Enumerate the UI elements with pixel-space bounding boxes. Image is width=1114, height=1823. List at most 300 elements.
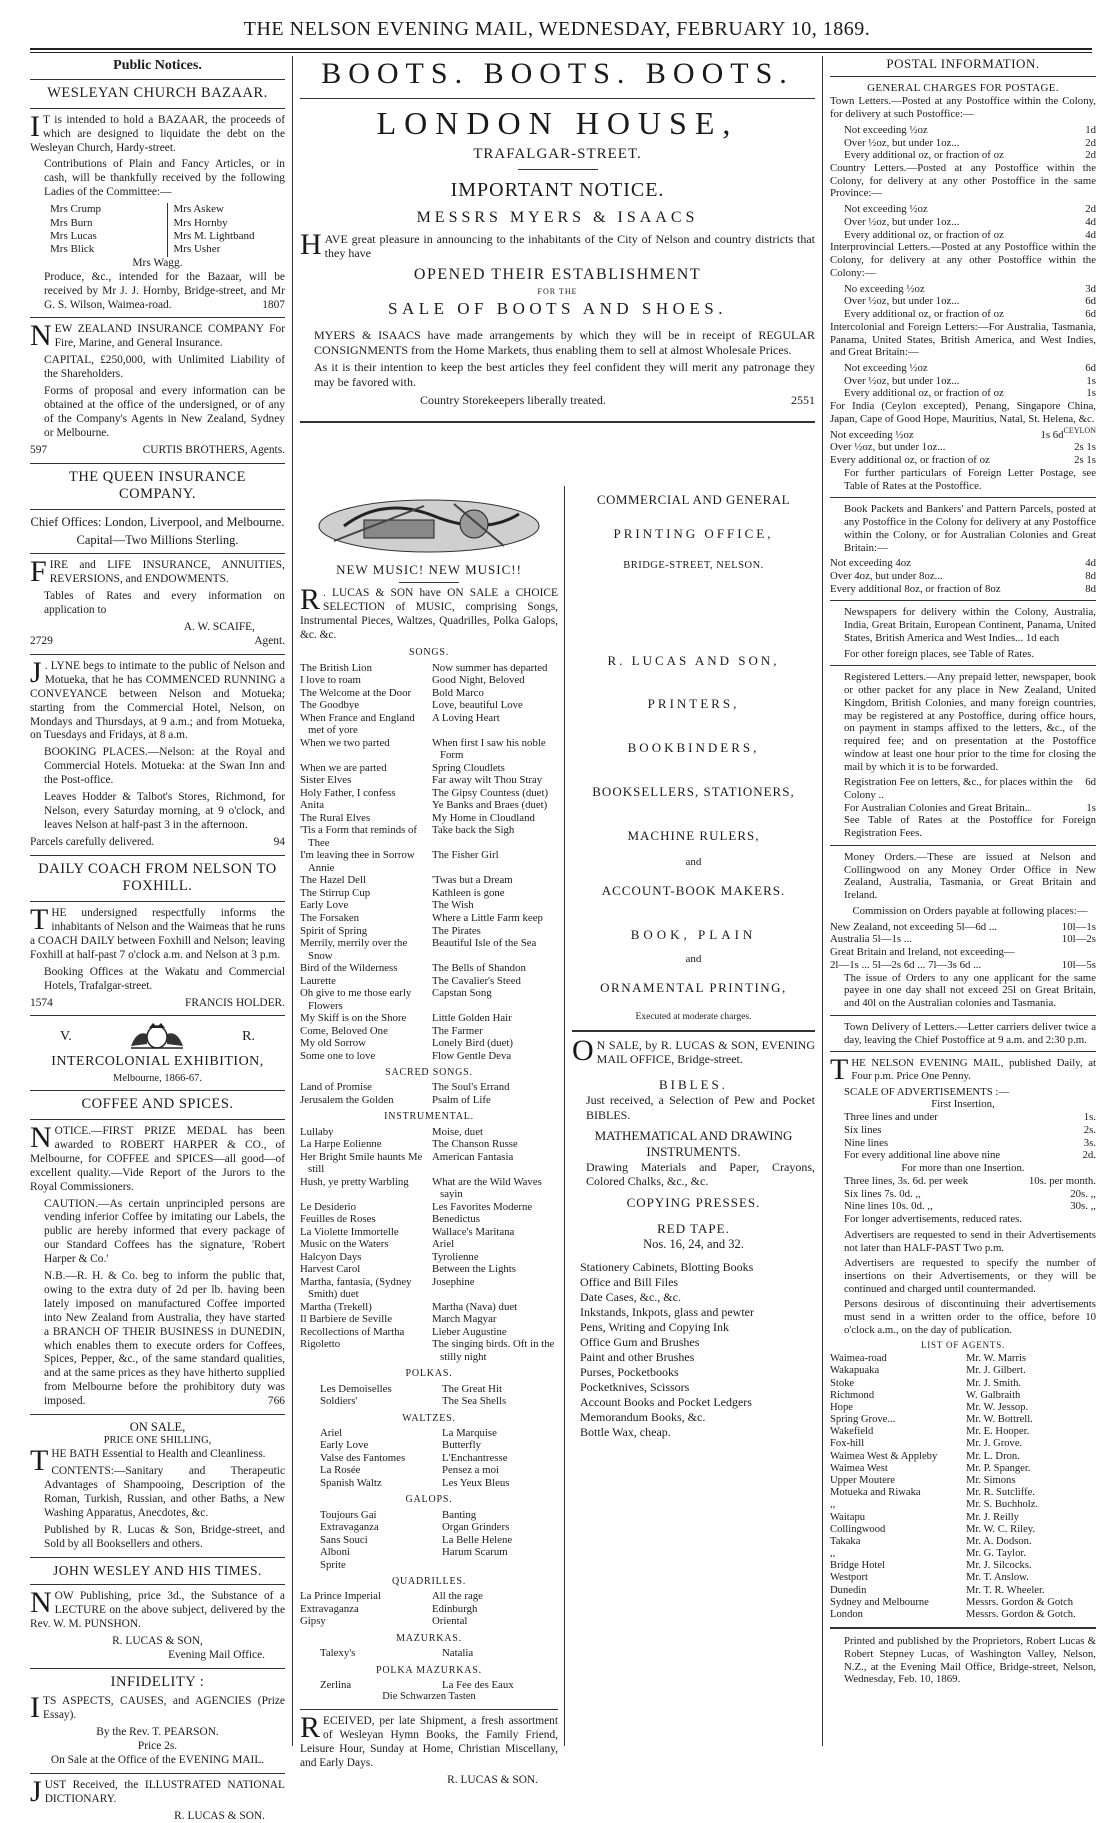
ad-paragraph: NOTICE.—FIRST PRIZE MEDAL has been awarded to ROBERT HARPER & CO., of Melbourne, for COFFEE and SPICES—all good—of excellent quality.—Vide Report of the Jurors to the Royal Commissioners.: [30, 1120, 285, 1193]
music-ad: [300, 486, 558, 1788]
list-item: Valse des Fantomes: [320, 1451, 406, 1464]
ad-paragraph: Leaves Hodder & Talbot's Stores, Richmond, for Nelson, every Saturday morning, at 9 o'clock, and leaves Nelson at half-past 3 in the afternoon.: [44, 791, 285, 831]
list-heading: WALTZES.: [402, 1412, 456, 1424]
ad-paragraph: FIRE and LIFE INSURANCE, ANNUITIES, REVERSIONS, and ENDOWMENTS.: [30, 555, 285, 589]
ad-headline: LONDON HOUSE,: [376, 104, 739, 141]
rate-row: Every additional oz, or fraction of oz 4d: [844, 228, 1096, 241]
list-item: Butterfly: [442, 1439, 481, 1452]
rate-row: Three lines, 3s. 6d. per week 10s. per month.: [844, 1174, 1096, 1187]
list-item: The Goodbye: [300, 699, 360, 712]
list-item: Flow Gentle Deva: [432, 1049, 512, 1062]
royal-arms-row: V. R.: [30, 1021, 285, 1051]
ad-title: MESSRS MYERS & ISAACS: [416, 209, 699, 227]
postal-paragraph: Commission on Orders payable at following places:—: [852, 904, 1088, 917]
ad-paragraph: Capital—Two Millions Sterling.: [76, 533, 239, 548]
agent-place: Bridge Hotel: [830, 1560, 886, 1572]
list-item: Date Cases, &c., &c.: [580, 1290, 681, 1305]
list-item: Psalm of Life: [432, 1093, 491, 1106]
list-item: Ariel: [320, 1426, 343, 1439]
agent-name: Mr. W. Marris: [966, 1353, 1027, 1365]
list-item: Memorandum Books, &c.: [580, 1410, 706, 1425]
section-heading: POSTAL INFORMATION.: [886, 56, 1040, 71]
list-item: When we are parted: [300, 761, 387, 774]
ad-signature: A. W. SCAIFE,: [183, 621, 255, 634]
rate-row: Over ½oz, but under 1oz... 2d: [844, 136, 1096, 149]
list-item: Toujours Gai: [320, 1508, 377, 1521]
list-item: Bird of the Wilderness: [300, 962, 398, 975]
list-item: Wallace's Maritana: [432, 1225, 515, 1238]
rate-row: For Australian Colonies and Great Britain.. 1s: [844, 801, 1096, 814]
list-item: When we two parted: [300, 736, 390, 749]
ad-paragraph: CAUTION.—As certain unprincipled persons are vending inferior Coffee by imitating our Labels, the public are hereby informed that every package of our Standard Coffees has the signature, 'Robert Harper & Co.': [44, 1197, 285, 1266]
agent-name: Mr. T. Anslow.: [966, 1572, 1029, 1584]
ad-line: Executed at moderate charges.: [635, 1012, 752, 1023]
rate-row: Six lines 7s. 0d. ,, 20s. ,,: [844, 1187, 1096, 1200]
list-item: Martha (Nava) duet: [432, 1300, 518, 1313]
list-item: Pocketknives, Scissors: [580, 1380, 690, 1395]
agent-name: Mr. L. Dron.: [966, 1450, 1020, 1462]
list-item: Little Golden Hair: [432, 1012, 512, 1025]
list-heading: POLKA MAZURKAS.: [376, 1664, 482, 1676]
ad-paragraph: Forms of proposal and every information can be obtained at the office of the undersigned, or of any of the Company's Agents in New Zealand, Sydney or Melbourne.: [44, 385, 285, 439]
agent-name: Mr. J. Smith.: [966, 1377, 1022, 1389]
ad-line: SCALE OF ADVERTISEMENTS :—: [844, 1085, 1010, 1098]
list-item: Sister Elves: [300, 774, 352, 787]
ad-title: COPYING PRESSES.: [626, 1195, 761, 1211]
masthead: THE NELSON EVENING MAIL, WEDNESDAY, FEBRUARY 10, 1869.: [243, 18, 871, 40]
list-item: Harvest Carol: [300, 1263, 361, 1276]
ad-paragraph: Chief Offices: London, Liverpool, and Melbourne.: [30, 514, 285, 529]
agent-name: Mr. E. Hooper.: [966, 1426, 1030, 1438]
agent-name: Mr. T. R. Wheeler.: [966, 1584, 1045, 1596]
ad-line: MACHINE RULERS,: [627, 827, 760, 843]
agent-place: Collingwood: [830, 1523, 886, 1535]
ad-paragraph: NEW ZEALAND INSURANCE COMPANY For Fire, Marine, and General Insurance.: [30, 319, 285, 353]
list-item: Some one to love: [300, 1049, 376, 1062]
agent-name: Mr. J. Gilbert.: [966, 1365, 1026, 1377]
ad-title: ON SALE,: [129, 1420, 186, 1435]
column-2: [300, 56, 815, 1786]
list-item: Spanish Waltz: [320, 1476, 382, 1489]
postal-paragraph: The issue of Orders to any one applicant for the same payee in one day shall not exceed 25l on Great Britain, and 40l on the Australian colonies and Tasmania.: [844, 971, 1096, 1010]
ad-signature: 1574 FRANCIS HOLDER.: [30, 996, 285, 1009]
ad-paragraph: Booking Offices at the Wakatu and Commercial Hotels, Trafalgar-street.: [44, 965, 285, 992]
list-item: 'Twas but a Dream: [432, 874, 513, 887]
ad-title: OPENED THEIR ESTABLISHMENT: [413, 266, 702, 284]
list-item: Capstan Song: [432, 987, 492, 1000]
agent-name: Mr. S. Buchholz.: [966, 1499, 1039, 1511]
ad-line: PRINTERS,: [647, 696, 740, 712]
list-heading: POLKAS.: [405, 1368, 453, 1380]
rate-row: Not exceeding ½oz 1s 6d: [830, 428, 1064, 441]
list-item: La Prince Imperial: [300, 1590, 381, 1603]
agent-place: ,,: [830, 1548, 836, 1560]
list-item: When France and England met of yore: [300, 711, 415, 737]
agent-place: Wakapuaka: [830, 1365, 880, 1377]
list-item: Music on the Waters: [300, 1238, 389, 1251]
agent-place: Waimea West: [830, 1462, 888, 1474]
list-item: Laurette: [300, 974, 336, 987]
postal-paragraph: Town Letters.—Posted at any Postoffice within the Colony, for delivery at such Postoffice:—: [830, 95, 1096, 121]
ad-paragraph: Just received, a Selection of Pew and Pocket BIBLES.: [586, 1092, 815, 1122]
galops-list: [300, 1509, 558, 1572]
list-item: Recollections of Martha: [300, 1325, 405, 1338]
postal-paragraph: THE NELSON EVENING MAIL, published Daily, at Four p.m. Price One Penny.: [830, 1053, 1096, 1087]
list-item: Purses, Pocketbooks: [580, 1365, 679, 1380]
rate-row: Over 4oz, but under 8oz... 8d: [830, 570, 1096, 582]
ad-line: FOR THE: [537, 286, 578, 296]
list-item: Hush, ye pretty Warbling: [300, 1175, 409, 1188]
ad-line: BOOKSELLERS, STATIONERS,: [592, 784, 795, 800]
agent-place: London: [830, 1608, 863, 1620]
postal-paragraph: For further particulars of Foreign Letter Postage, see Table of Rates at the Postoffice.: [844, 466, 1096, 492]
list-item: Le Desiderio: [300, 1200, 357, 1213]
agent-place: Motueka and Riwaka: [830, 1487, 921, 1499]
postal-paragraph: See Table of Rates at the Postoffice for Foreign Registration Fees.: [844, 814, 1096, 840]
rate-row: No exceeding ½oz 3d: [844, 282, 1096, 295]
list-item: The Hazel Dell: [300, 874, 366, 887]
ad-paragraph: Drawing Materials and Paper, Crayons, Colored Chalks, &c., &c.: [586, 1159, 815, 1189]
agent-place: ,,: [830, 1499, 836, 1511]
list-item: Account Books and Pocket Ledgers: [580, 1395, 752, 1410]
list-item: Talexy's: [320, 1647, 356, 1660]
list-item: The Chanson Russe: [432, 1138, 518, 1151]
list-item: The British Lion: [300, 661, 372, 674]
rate-row: Over ½oz, but under 1oz... 4d: [844, 215, 1096, 228]
list-heading: GALOPS.: [405, 1494, 453, 1506]
ad-line: ORNAMENTAL PRINTING,: [600, 980, 787, 996]
agent-place: Richmond: [830, 1389, 875, 1401]
column-1: [30, 56, 285, 1822]
list-item: La Marquise: [442, 1426, 497, 1439]
list-item: Les Favorites Moderne: [432, 1200, 533, 1213]
list-item: Stationery Cabinets, Blotting Books: [580, 1260, 754, 1275]
list-item: Now summer has departed: [432, 661, 548, 674]
list-item: The Gipsy Countess (duet): [432, 786, 549, 799]
list-item: Benedictus: [432, 1213, 480, 1226]
list-item: The Bells of Shandon: [432, 962, 526, 975]
list-item: Love, beautiful Love: [432, 699, 523, 712]
list-item: [442, 1559, 558, 1572]
rate-row: Not exceeding ½oz 2d: [844, 203, 1096, 216]
agent-place: Stoke: [830, 1377, 855, 1389]
list-item: Ariel: [432, 1238, 455, 1251]
ad-line: Price 2s.: [137, 1739, 178, 1752]
postal-paragraph: Interprovincial Letters.—Posted at any Postoffice within the Colony, for delivery at any other Postoffice within the Colony:—: [830, 241, 1096, 279]
list-item: Lullaby: [300, 1125, 334, 1138]
rate-row: Every additional oz, or fraction of oz 2s 1s: [830, 454, 1096, 467]
agent-place: Wakefield: [830, 1426, 874, 1438]
list-item: Bottle Wax, cheap.: [580, 1425, 671, 1440]
list-item: Between the Lights: [432, 1263, 516, 1276]
ad-paragraph: As it is their intention to keep the best articles they feel confident they will merit any patronage they may be favored with.: [314, 360, 815, 389]
list-item: Merrily, merrily over the Snow: [300, 937, 408, 962]
ad-paragraph: N.B.—R. H. & Co. beg to inform the public that, owing to the extra duty of 2d per lb. having been lately imposed on manufactured Coffee imported into New Zealand from Australia, they have started a BRANCH OF THEIR BUSINESS in DUNEDIN, which enables them to execute orders for Coffees, Spices, Pepper, &c., of the same standard qualities, and at the same prices as they have hitherto supplied from Melbourne before the prohibitory duty was imposed. 766: [44, 1270, 285, 1408]
list-item: Her Bright Smile haunts Me still: [300, 1150, 423, 1176]
list-item: Good Night, Beloved: [432, 674, 525, 687]
agent-place: Takaka: [830, 1535, 861, 1547]
masthead-rule: [30, 48, 1092, 53]
ad-signature: R. LUCAS & SON.: [174, 1809, 265, 1822]
list-item: Josephine: [432, 1275, 475, 1288]
agent-place: Dunedin: [830, 1584, 867, 1596]
ad-title: WESLEYAN CHURCH BAZAAR.: [47, 85, 268, 102]
list-item: Feuilles de Roses: [300, 1213, 376, 1226]
list-item: Pens, Writing and Copying Ink: [580, 1320, 729, 1335]
ad-paragraph: JUST Received, the ILLUSTRATED NATIONAL DICTIONARY.: [30, 1774, 285, 1808]
ad-paragraph: CONTENTS:—Sanitary and Therapeutic Advantages of Shampooing, Description of the Roman, Turkish, Russian, and other Baths, a New Washing Apparatus, Anecdotes, &c.: [44, 1465, 285, 1519]
list-item: The Soul's Errand: [432, 1081, 510, 1094]
rate-row: Every additional oz, or fraction of oz 1s: [844, 387, 1096, 400]
section-heading: Public Notices.: [113, 58, 202, 73]
ad-signature: Evening Mail Office.: [168, 1648, 265, 1661]
rate-row: New Zealand, not exceeding 5l—6d ... 10l—1s: [830, 920, 1096, 933]
ad-line: On Sale at the Office of the EVENING MAIL.: [50, 1753, 265, 1766]
list-item: All the rage: [432, 1590, 483, 1603]
postal-paragraph: Newspapers for delivery within the Colony, Australia, India, Great Britain, European Continent, Panama, United States, British America and West Indies... 1d each: [844, 606, 1096, 644]
ad-paragraph: BOOKING PLACES.—Nelson: at the Royal and Commercial Hotels. Motueka: at the Swan Inn and the Post-office.: [44, 746, 285, 787]
rate-row: Not exceeding ½oz 6d: [844, 361, 1096, 374]
agent-name: Messrs. Gordon & Gotch: [966, 1596, 1074, 1608]
ad-paragraph: MYERS & ISAACS have made arrangements by which they will be in receipt of REGULAR CONSIGNMENTS from the Home Markets, thus enabling them to sell at almost Wholesale Prices.: [314, 328, 815, 357]
ad-paragraph: NOW Publishing, price 3d., the Substance of a LECTURE on the above subject, delivered by the Rev. W. M. PUNSHON.: [30, 1585, 285, 1630]
ad-title: THE QUEEN INSURANCE COMPANY.: [68, 468, 247, 503]
list-heading: MAZURKAS.: [396, 1632, 462, 1644]
ad-signature: Country Storekeepers liberally treated. 2551: [420, 392, 815, 407]
ad-title: COFFEE AND SPICES.: [81, 1096, 234, 1113]
ad-headline: BOOTS. BOOTS. BOOTS.: [321, 57, 794, 90]
list-item: Jerusalem the Golden: [300, 1093, 394, 1106]
list-item: Take back the Sigh: [432, 824, 515, 837]
list-heading: SACRED SONGS.: [385, 1067, 473, 1079]
ad-paragraph: Tables of Rates and every information on application to: [44, 590, 285, 617]
list-item: Organ Grinders: [442, 1521, 510, 1534]
agent-place: Sydney and Melbourne: [830, 1596, 929, 1608]
committee-last: Mrs Wagg.: [132, 256, 183, 269]
list-item: Banting: [442, 1508, 477, 1521]
list-heading: SONGS.: [408, 647, 450, 659]
list-item: The Fisher Girl: [432, 849, 499, 862]
list-item: March Magyar: [432, 1313, 497, 1326]
ad-line: For more than one Insertion.: [901, 1162, 1025, 1175]
list-heading: QUADRILLES.: [391, 1576, 467, 1588]
list-item: Kathleen is gone: [432, 886, 505, 899]
rate-row: Every additional 8oz, or fraction of 8oz 8d: [830, 582, 1096, 595]
ad-title: MATHEMATICAL AND DRAWING INSTRUMENTS.: [594, 1128, 793, 1159]
rate-row: 2l—1s ... 5l—2s 6d ... 7l—3s 6d ... 10l—5s: [830, 958, 1096, 971]
rate-table: [830, 1175, 1096, 1213]
column-rule: [292, 56, 293, 1746]
list-item: Lieber Augustine: [432, 1325, 507, 1338]
list-item: La Rosée: [320, 1464, 361, 1477]
postal-paragraph: Registered Letters.—Any prepaid letter, newspaper, book or other packet for any place in New Zealand, United Kingdom, British Colonies, and many foreign countries, may be registered at any Postoffice, during office hours, on payment in stamps affixed to the letters, &c., of the required fee; and on presentation at the Postoffice window at least one hour prior to the time for closing the mail by which it is to be forwarded.: [844, 671, 1096, 773]
agent-name: Mr. Simons: [966, 1474, 1016, 1486]
ad-signature: 597 CURTIS BROTHERS, Agents.: [30, 443, 285, 456]
agent-place: Upper Moutere: [830, 1474, 896, 1486]
waltzes-list: [300, 1427, 558, 1490]
agent-name: Mr. J. Grove.: [966, 1438, 1023, 1450]
agent-name: Mr. W. C. Riley.: [966, 1523, 1036, 1535]
list-item: Moise, duet: [432, 1125, 483, 1138]
instrumental-list: [300, 1126, 558, 1364]
agent-name: Mr. A. Dodson.: [966, 1535, 1032, 1547]
rate-row: Three lines and under 1s.: [844, 1111, 1096, 1124]
rate-row: Not exceeding ½oz 1d: [844, 123, 1096, 136]
list-item: La Violette Immortelle: [300, 1225, 399, 1238]
agent-name: Mr. W. Jessop.: [966, 1401, 1029, 1413]
postal-paragraph: Country Letters.—Posted at any Postoffice within the Colony, for delivery at any other Postoffice in the same Province:—: [830, 161, 1096, 200]
list-item: The Great Hit: [442, 1382, 502, 1395]
column-rule: [822, 56, 823, 1746]
list-item: Come, Beloved One: [300, 1024, 388, 1037]
ad-title: INTERCOLONIAL EXHIBITION,: [51, 1054, 264, 1070]
list-item: Pensez a moi: [442, 1464, 499, 1477]
list-item: Paint and other Brushes: [580, 1350, 695, 1365]
list-item: Inkstands, Inkpots, glass and pewter: [580, 1305, 754, 1320]
list-item: Early Love: [300, 899, 349, 912]
rate-table: [830, 921, 1096, 972]
list-item: Martha, fantasia, (Sydney Smith) duet: [300, 1275, 412, 1301]
list-item: Harum Scarum: [442, 1546, 508, 1559]
postal-paragraph: For India (Ceylon excepted), Penang, Singapore China, Japan, Cape of Good Hope, Mauritius, Natal, St. Helena, &c. CEYLON: [830, 400, 1096, 435]
postal-paragraph: Intercolonial and Foreign Letters:—For Australia, Tasmania, Panama, United States, British America, and West Indies, and Great Britain:—: [830, 320, 1096, 359]
ad-paragraph: J . LYNE begs to intimate to the public of Nelson and Motueka, that he has COMMENCED RUNNING a CONVEYANCE between Nelson and Motueka; starting from the Commercial Hotel, Nelson, on Mondays and Thursdays, at 9 a.m.; and from Motueka, on Tuesdays and Fridays, at 8 a.m.: [30, 655, 285, 742]
list-item: Les Yeux Bleus: [442, 1476, 510, 1489]
list-item: Spirit of Spring: [300, 924, 368, 937]
rate-row: Not exceeding 4oz 4d: [830, 557, 1096, 570]
rate-row: Every additional oz, or fraction of oz 2d: [844, 149, 1096, 162]
ad-line: Nos. 16, 24, and 32.: [643, 1236, 744, 1251]
postal-paragraph: Persons desirous of discontinuing their advertisements must send in a written order to the office, before 10 o'clock a.m., on the day of publication.: [844, 1298, 1096, 1336]
rate-row: Nine lines 3s.: [844, 1136, 1096, 1149]
printing-ad: [572, 486, 815, 1440]
list-item: La Harpe Eolienne: [300, 1138, 382, 1151]
postal-paragraph: Advertisers are requested to send in their Advertisements not later than HALF-PAST Two p.m.: [844, 1228, 1096, 1254]
agent-place: Hope: [830, 1401, 853, 1413]
list-item: Ye Banks and Braes (duet): [432, 799, 548, 812]
list-item: Martha (Trekell): [300, 1300, 372, 1313]
agent-name: Mr. J. Silcocks.: [966, 1560, 1032, 1572]
list-item: The Stirrup Cup: [300, 886, 371, 899]
agent-name: Mr. J. Reilly: [966, 1511, 1019, 1523]
ad-subtitle: TRAFALGAR-STREET.: [473, 145, 642, 162]
ad-title: IMPORTANT NOTICE.: [450, 178, 665, 201]
postal-paragraph: For longer advertisements, reduced rates.: [844, 1213, 1023, 1226]
list-item: The Welcome at the Door: [300, 686, 412, 699]
list-item: Tyrolienne: [432, 1250, 479, 1263]
rate-table: [830, 557, 1096, 595]
list-item: The Forsaken: [300, 911, 360, 924]
list-item: Spring Cloudlets: [432, 761, 505, 774]
ad-paragraph: HAVE great pleasure in announcing to the inhabitants of the City of Nelson and country districts that they have: [300, 227, 815, 261]
list-item: The Pirates: [432, 924, 481, 937]
mazurkas-list: [300, 1647, 558, 1660]
ad-paragraph: THE BATH Essential to Health and Cleanliness.: [30, 1444, 266, 1478]
list-item: Edinburgh: [432, 1602, 478, 1615]
agent-name: Mr. R. Sutcliffe.: [966, 1487, 1035, 1499]
ad-line: BOOK, PLAIN: [630, 927, 757, 943]
list-item: Sprite: [320, 1558, 346, 1571]
ad-title: COMMERCIAL AND GENERAL: [596, 492, 791, 507]
list-item: 'Tis a Form that reminds of Thee: [300, 824, 418, 849]
postal-paragraph: Town Delivery of Letters.—Letter carriers deliver twice a day, leaving the Chief Postoffice at 9 a.m. and 2:30 p.m.: [844, 1020, 1096, 1046]
list-item: Zerlina: [320, 1678, 352, 1691]
songs-list: [300, 662, 558, 1063]
polkas-list: [300, 1383, 558, 1408]
list-item: A Loving Heart: [432, 711, 500, 724]
ad-title: DAILY COACH FROM NELSON TO FOXHILL.: [38, 860, 277, 895]
agent-name: W. Galbraith: [966, 1389, 1021, 1401]
agent-place: Waimea West & Appleby: [830, 1450, 938, 1462]
list-item: Oriental: [432, 1615, 468, 1628]
rate-table: [830, 283, 1096, 321]
list-item: Land of Promise: [300, 1081, 372, 1094]
postal-paragraph: Book Packets and Bankers' and Pattern Parcels, posted at any Postoffice in the Colony for delivery at any Postoffice within the Colony, or for Australian Colonies and Great Britain:—: [844, 503, 1096, 554]
list-item: When first I saw his noble Form: [432, 736, 546, 762]
postal-paragraph: Money Orders.—These are issued at Nelson and Collingwood on any Money Order Office in New Zealand, Australia, Tasmania, or Great Britain and Ireland.: [844, 850, 1096, 902]
ad-title: BIBLES.: [658, 1077, 729, 1093]
ad-title: NEW MUSIC! NEW MUSIC!!: [336, 562, 522, 577]
list-item: Sans Souci: [320, 1533, 368, 1546]
agent-place: Westport: [830, 1572, 868, 1584]
rate-row: Nine lines 10s. 0d. ,, 30s. ,,: [844, 1200, 1096, 1213]
ad-paragraph: CAPITAL, £250,000, with Unlimited Liability of the Shareholders.: [44, 354, 285, 381]
ad-line: First Insertion,: [931, 1098, 995, 1111]
list-item: Bold Marco: [432, 686, 484, 699]
ad-title: SALE OF BOOTS AND SHOES.: [388, 299, 727, 319]
ad-signature: Parcels carefully delivered. 94: [30, 835, 285, 848]
ad-line: BOOKBINDERS,: [627, 740, 760, 756]
rate-row: For every additional line above nine 2d.: [844, 1149, 1096, 1162]
list-item: Early Love: [320, 1439, 369, 1452]
agent-place: Fox-hill: [830, 1438, 865, 1450]
list-item: Les Demoiselles: [320, 1382, 392, 1395]
ad-paragraph: Produce, &c., intended for the Bazaar, will be received by Mr J. J. Hornby, Bridge-street, and Mr G. S. Wilson, Waimea-road. 1807: [44, 270, 285, 311]
list-item: Natalia: [442, 1647, 474, 1660]
imprint: Printed and published by the Proprietors, Robert Lucas & Robert Stepney Lucas, of Washington Valley, Nelson, N.Z., at the Evening Mail Office, Bridge-street, Nelson, Wednesday, Feb. 10, 1869.: [844, 1635, 1096, 1686]
list-item: La Belle Helene: [442, 1533, 513, 1546]
ad-title: RED TAPE.: [657, 1220, 730, 1236]
agent-place: Spring Grove...: [830, 1414, 896, 1426]
ad-line: and: [685, 952, 702, 965]
list-item: Extravaganza: [320, 1521, 379, 1534]
list-item: The Cavalier's Steed: [432, 974, 521, 987]
rate-table: [830, 429, 1096, 467]
ad-line: and: [685, 855, 702, 868]
section-heading: GENERAL CHARGES FOR POSTAGE.: [867, 82, 1059, 95]
list-item: Beautiful Isle of the Sea: [432, 937, 537, 950]
rate-row: Registration Fee on letters, &c., for places within the Colony .. 6d: [844, 776, 1096, 802]
ad-paragraph: ITS ASPECTS, CAUSES, and AGENCIES (Prize Essay).: [30, 1691, 285, 1725]
agent-place: Waimea-road: [830, 1353, 887, 1365]
ad-line: By the Rev. T. PEARSON.: [96, 1726, 219, 1738]
agent-name: Mr. G. Taylor.: [966, 1548, 1026, 1560]
list-item: Lonely Bird (duet): [432, 1037, 513, 1050]
agents-list: [830, 1353, 1096, 1621]
ad-paragraph: I T is intended to hold a BAZAAR, the proceeds of which are designed to liquidate the debt on the Wesleyan Church, Hardy-street.: [30, 109, 285, 154]
rate-row: Great Britain and Ireland, not exceeding—: [830, 946, 1015, 959]
list-item: I'm leaving thee in Sorrow Annie: [300, 849, 415, 874]
ad-title: INFIDELITY :: [110, 1673, 205, 1690]
list-item: Anita: [300, 799, 324, 812]
rate-table: [830, 203, 1096, 241]
rate-row: Over ½oz, but under 1oz... 1s: [844, 374, 1096, 387]
list-item: Holy Father, I confess: [300, 786, 396, 799]
agent-name: Messrs. Gordon & Gotch.: [966, 1608, 1076, 1620]
postal-paragraph: Advertisers are requested to specify the number of insertions on their Advertisements, or they will be continued and charged until countermanded.: [844, 1257, 1096, 1295]
rate-table: [830, 362, 1096, 400]
column-3: [830, 56, 1096, 1746]
